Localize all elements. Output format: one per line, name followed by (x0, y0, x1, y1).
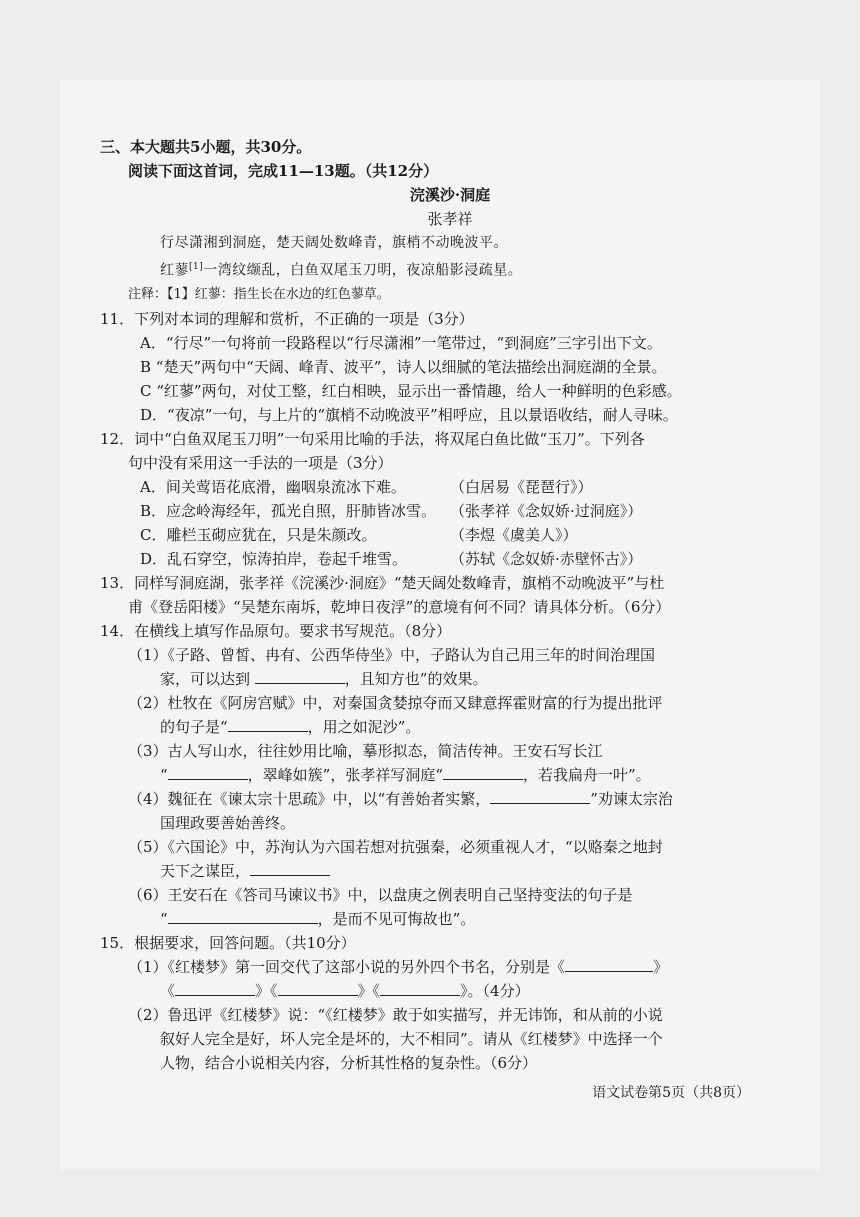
poem-author: 张孝祥 (427, 210, 473, 228)
q13-line-1: 13．同样写洞庭湖，张孝祥《浣溪沙·洞庭》“楚天阔处数峰青，旗梢不动晚波平”与杜 (100, 573, 665, 592)
q15-part-1-line-2 (100, 979, 800, 1003)
q14-p1-pre: 家，可以达到 (160, 669, 251, 688)
q12-option-d (100, 547, 800, 571)
q15-part-2-line-1: （2）鲁迅评《红楼梦》说：“《红楼梦》敢于如实描写，并无讳饰，和从前的小说 (128, 1005, 663, 1024)
q14-part-1-line-1: （1）《子路、曾皙、冉有、公西华侍坐》中，子路认为自己用三年的时间治理国 (128, 645, 656, 664)
q14-part-2-line-1: （2）杜牧在《阿房宫赋》中，对秦国贪婪掠夺而又肆意挥霍财富的行为提出批评 (128, 693, 663, 712)
answer-blank[interactable] (255, 667, 345, 684)
q15-p1-pre: （1）《红楼梦》第一回交代了这部小说的另外四个书名，分别是《 (128, 957, 566, 976)
q14-part-2-line-2 (100, 715, 800, 739)
poem-line-2-post: 一湾纹缬乱，白鱼双尾玉刀明，夜凉船影浸疏星。 (203, 262, 523, 279)
q14-part-1-line-2 (100, 667, 800, 691)
answer-blank[interactable] (168, 907, 318, 924)
answer-blank[interactable] (175, 979, 255, 996)
q12-option-b-text: B．应念岭海经年，孤光自照，肝肺皆冰雪。 (140, 501, 437, 520)
q15-p1-d: 》。（4分） (460, 981, 530, 1000)
q14-p6-post: ，是而不见可悔故也”。 (317, 909, 476, 928)
q11-option-d: D．“夜凉”一句，与上片的“旗梢不动晚波平”相呼应，且以景语收结，耐人寻味。 (140, 405, 678, 424)
q14-part-4-line-1 (100, 787, 800, 811)
q12-stem-1: 12．词中“白鱼双尾玉刀明”一句采用比喻的手法，将双尾白鱼比做“玉刀”。下列各 (100, 429, 645, 448)
q12-option-d-source: （苏轼《念奴娇·赤壁怀古》） (450, 549, 643, 568)
poem-footnote-mark: [1] (189, 262, 204, 272)
q13-line-2: 甫《登岳阳楼》“吴楚东南坼，乾坤日夜浮”的意境有何不同？请具体分析。（6分） (128, 597, 671, 616)
q14-p3-c: ，若我扁舟一叶”。 (523, 765, 651, 784)
q14-p2-pre: 的句子是“ (160, 717, 228, 736)
answer-blank[interactable] (168, 763, 248, 780)
q11-stem: 11．下列对本词的理解和赏析，不正确的一项是（3分） (100, 309, 474, 328)
q14-p6-pre: “ (160, 909, 168, 928)
answer-blank[interactable] (565, 955, 653, 972)
poem-line-1: 行尽潇湘到洞庭，楚天阔处数峰青，旗梢不动晚波平。 (160, 235, 508, 251)
q14-part-4-line-2: 国理政要善始善终。 (160, 813, 296, 832)
q15-part-2-line-3: 人物，结合小说相关内容，分析其性格的复杂性。（6分） (160, 1053, 538, 1072)
q12-option-b (100, 499, 800, 523)
exam-content (100, 135, 800, 1075)
q12-option-a (100, 475, 800, 499)
poem-note: 注释：【1】红蓼：指生长在水边的红色蓼草。 (128, 286, 390, 302)
q15-p1-c: 》《 (357, 981, 381, 1000)
q14-p4-pre: （4）魏征在《谏太宗十思疏》中，以“有善始者实繁， (128, 789, 491, 808)
q14-part-5-line-1: （5）《六国论》中，苏洵认为六国若想对抗强秦，必须重视人才，“以赂秦之地封 (128, 837, 663, 856)
section-intro: 阅读下面这首词，完成11—13题。（共12分） (128, 162, 439, 180)
q14-part-3-line-1: （3）古人写山水，往往妙用比喻，摹形拟态，简洁传神。王安石写长江 (128, 741, 603, 760)
answer-blank[interactable] (380, 979, 460, 996)
q14-p1-post: ，且知方也”的效果。 (344, 669, 488, 688)
q14-part-3-line-2 (100, 763, 800, 787)
q14-p3-a: “ (160, 765, 168, 784)
poem-line-2 (100, 255, 800, 283)
q15-p1-b: 》《 (255, 981, 278, 1000)
q14-part-5-line-2 (100, 859, 800, 883)
q15-part-1-line-1 (100, 955, 800, 979)
q14-p2-post: ，用之如泥沙”。 (307, 717, 421, 736)
q12-option-c-source: （李煜《虞美人》） (450, 525, 578, 544)
section-heading: 三、本大题共5小题，共30分。 (100, 138, 312, 156)
q15-p1-post: 》 (653, 957, 669, 976)
q14-p5-pre: 天下之谋臣， (160, 861, 251, 880)
poem-line-2-pre: 红蓼 (160, 262, 189, 279)
q12-option-c (100, 523, 800, 547)
q14-p3-b: ，翠峰如簇”，张孝祥写洞庭“ (247, 765, 444, 784)
poem-title: 浣溪沙·洞庭 (409, 186, 491, 204)
q12-option-c-text: C．雕栏玉砌应犹在，只是朱颜改。 (140, 525, 377, 544)
q15-stem: 15．根据要求，回答问题。（共10分） (100, 933, 356, 952)
q14-stem: 14．在横线上填写作品原句。要求书写规范。（8分） (100, 621, 452, 640)
q11-option-c: C “红蓼”两句，对仗工整，红白相映，显示出一番情趣，给人一种鲜明的色彩感。 (140, 381, 682, 400)
q14-p4-post: ”劝谏太宗治 (590, 789, 673, 808)
q12-stem-2: 句中没有采用这一手法的一项是（3分） (128, 453, 393, 472)
q12-option-a-source: （白居易《琵琶行》） (450, 477, 593, 496)
q11-option-b: B “楚天”两句中“天阔、峰青、波平”，诗人以细腻的笔法描绘出洞庭湖的全景。 (140, 357, 667, 376)
q12-option-d-text: D．乱石穿空，惊涛拍岸，卷起千堆雪。 (140, 549, 408, 568)
q12-option-b-source: （张孝祥《念奴娇·过洞庭》） (450, 501, 643, 520)
answer-blank[interactable] (490, 787, 590, 804)
page-footer: 语文试卷第5页（共8页） (592, 1085, 750, 1101)
answer-blank[interactable] (228, 715, 308, 732)
answer-blank[interactable] (250, 859, 330, 876)
answer-blank[interactable] (278, 979, 358, 996)
q12-option-a-text: A．间关莺语花底滑，幽咽泉流冰下难。 (140, 477, 406, 496)
q14-part-6-line-2 (100, 907, 800, 931)
q15-part-2-line-2: 叙好人完全是好，坏人完全是坏的，大不相同”。请从《红楼梦》中选择一个 (160, 1029, 663, 1048)
answer-blank[interactable] (443, 763, 523, 780)
q15-p1-a: 《 (160, 981, 176, 1000)
q14-part-6-line-1: （6）王安石在《答司马谏议书》中，以盘庚之例表明自己坚持变法的句子是 (128, 885, 633, 904)
q11-option-a: A．“行尽”一句将前一段路程以“行尽潇湘”一笔带过，“到洞庭”三字引出下文。 (140, 333, 662, 352)
